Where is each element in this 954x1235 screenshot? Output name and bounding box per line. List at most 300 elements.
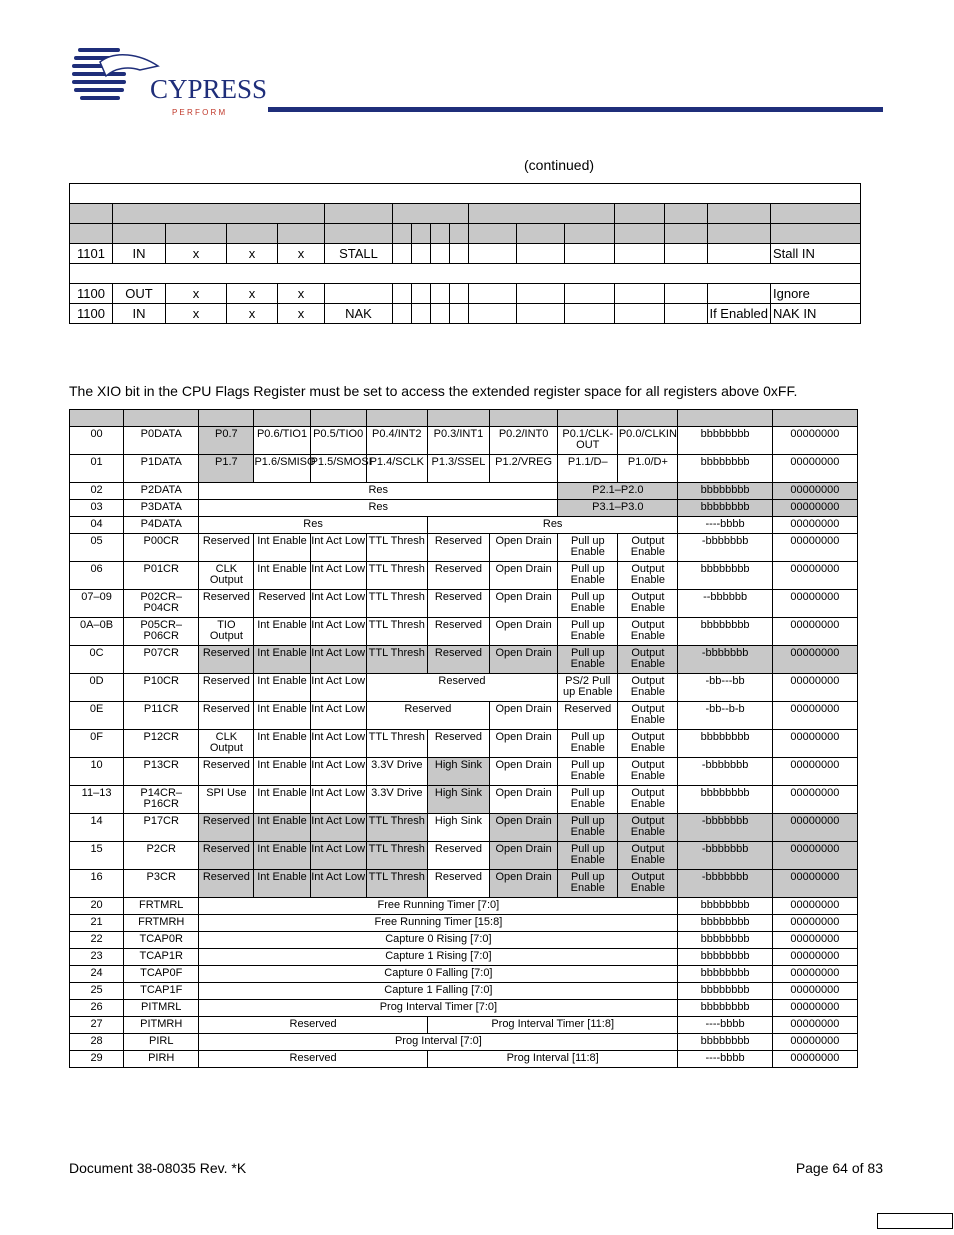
register-access: -bb---bb	[678, 674, 772, 702]
register-name: P3CR	[124, 870, 199, 898]
register-cell: Int Enable	[254, 534, 310, 562]
register-cell: Reserved	[199, 870, 254, 898]
register-cell: PS/2 Pull up Enable	[558, 674, 618, 702]
table1-row	[70, 284, 861, 304]
table1-cell	[431, 244, 450, 264]
register-cell: Int Act Low	[310, 562, 366, 590]
register-cell: Reserved	[366, 702, 489, 730]
table1-cell	[615, 244, 665, 264]
register-cell: Int Enable	[254, 786, 310, 814]
register-cell: Int Act Low	[310, 590, 366, 618]
register-cell: P1.4/SCLK	[366, 455, 427, 483]
register-row	[70, 1051, 858, 1068]
table1-cell	[517, 244, 565, 264]
register-cell: TTL Thresh	[366, 646, 427, 674]
register-cell: TTL Thresh	[366, 534, 427, 562]
register-cell: Reserved	[427, 870, 489, 898]
register-access: -bbbbbbb	[678, 646, 772, 674]
register-name: P14CR–P16CR	[124, 786, 199, 814]
register-row	[70, 842, 858, 870]
register-cell: Int Enable	[254, 702, 310, 730]
register-default: 00000000	[772, 590, 857, 618]
register-address: 0F	[70, 730, 124, 758]
register-cell: Int Enable	[254, 618, 310, 646]
register-name: P05CR–P06CR	[124, 618, 199, 646]
register-cell: Pull up Enable	[558, 562, 618, 590]
register-name: P2CR	[124, 842, 199, 870]
register-name: TCAP1R	[124, 949, 199, 966]
register-address: 21	[70, 915, 124, 932]
register-cell: High Sink	[427, 758, 489, 786]
register-access: bbbbbbbb	[678, 455, 772, 483]
svg-text:CYPRESS: CYPRESS	[150, 74, 268, 104]
register-access: bbbbbbbb	[678, 983, 772, 1000]
register-cell: Reserved	[427, 618, 489, 646]
register-cell: Open Drain	[490, 590, 558, 618]
register-row	[70, 966, 858, 983]
table1-cell	[412, 244, 431, 264]
register-cell: Res	[199, 500, 558, 517]
table1-cell	[615, 304, 665, 324]
register-cell: Capture 1 Falling [7:0]	[199, 983, 678, 1000]
table1-cell: x	[227, 244, 278, 264]
register-cell: Reserved	[199, 702, 254, 730]
table1-cell	[469, 244, 517, 264]
table1-cell	[665, 244, 708, 264]
register-cell: Output Enable	[618, 674, 678, 702]
table1-cell: NAK IN	[771, 304, 861, 324]
register-cell: Pull up Enable	[558, 870, 618, 898]
register-address: 0A–0B	[70, 618, 124, 646]
register-access: bbbbbbbb	[678, 618, 772, 646]
register-cell: TTL Thresh	[366, 562, 427, 590]
register-address: 05	[70, 534, 124, 562]
register-default: 00000000	[772, 758, 857, 786]
register-cell: Prog Interval Timer [11:8]	[427, 1017, 678, 1034]
register-access: bbbbbbbb	[678, 483, 772, 500]
register-default: 00000000	[772, 1051, 857, 1068]
register-default: 00000000	[772, 949, 857, 966]
register-cell: Int Act Low	[310, 674, 366, 702]
register-row	[70, 983, 858, 1000]
register-cell: 3.3V Drive	[366, 758, 427, 786]
table1-title-row	[70, 184, 861, 204]
register-access: bbbbbbbb	[678, 500, 772, 517]
register-access: bbbbbbbb	[678, 932, 772, 949]
register-cell: Prog Interval Timer [7:0]	[199, 1000, 678, 1017]
register-cell: Res	[427, 517, 678, 534]
register-cell: P0.2/INT0	[490, 427, 558, 455]
register-row	[70, 618, 858, 646]
register-cell: Pull up Enable	[558, 758, 618, 786]
register-row	[70, 758, 858, 786]
register-address: 06	[70, 562, 124, 590]
register-cell: Open Drain	[490, 870, 558, 898]
register-name: P1DATA	[124, 455, 199, 483]
register-cell: Output Enable	[618, 702, 678, 730]
svg-text:P E R F O R M: P E R F O R M	[172, 108, 226, 117]
register-cell: Int Enable	[254, 674, 310, 702]
table1-cell	[393, 244, 412, 264]
register-name: P12CR	[124, 730, 199, 758]
continued-label: (continued)	[524, 157, 595, 173]
register-default: 00000000	[772, 1000, 857, 1017]
register-default: 00000000	[772, 562, 857, 590]
register-default: 00000000	[772, 870, 857, 898]
register-default: 00000000	[772, 898, 857, 915]
table1-cell	[412, 284, 431, 304]
register-address: 07–09	[70, 590, 124, 618]
register-cell: Reserved	[366, 674, 557, 702]
register-cell: CLK Output	[199, 730, 254, 758]
register-access: bbbbbbbb	[678, 427, 772, 455]
register-default: 00000000	[772, 618, 857, 646]
register-cell: High Sink	[427, 786, 489, 814]
register-cell: Int Enable	[254, 730, 310, 758]
register-cell: 3.3V Drive	[366, 786, 427, 814]
register-cell: Reserved	[199, 590, 254, 618]
register-address: 00	[70, 427, 124, 455]
register-cell: Int Act Low	[310, 730, 366, 758]
register-cell: Reserved	[199, 842, 254, 870]
register-map-table	[69, 409, 858, 1068]
register-cell: Int Act Low	[310, 702, 366, 730]
page-number: Page 64 of 83	[795, 1160, 883, 1176]
register-name: P13CR	[124, 758, 199, 786]
register-cell: Pull up Enable	[558, 814, 618, 842]
table1-cell: STALL	[325, 244, 393, 264]
register-cell: Pull up Enable	[558, 590, 618, 618]
register-cell: Reserved	[199, 814, 254, 842]
register-default: 00000000	[772, 674, 857, 702]
register-access: -bb--b-b	[678, 702, 772, 730]
usb-mode-table	[69, 183, 861, 324]
register-cell: Output Enable	[618, 814, 678, 842]
register-cell: P0.0/CLKIN	[618, 427, 678, 455]
table1-cell: x	[166, 244, 227, 264]
table1-cell: x	[278, 304, 325, 324]
register-name: P11CR	[124, 702, 199, 730]
register-cell: Open Drain	[490, 534, 558, 562]
register-cell: Pull up Enable	[558, 730, 618, 758]
register-default: 00000000	[772, 517, 857, 534]
register-name: P02CR–P04CR	[124, 590, 199, 618]
register-default: 00000000	[772, 427, 857, 455]
register-cell: P1.3/SSEL	[427, 455, 489, 483]
table1-cell	[665, 284, 708, 304]
register-name: P01CR	[124, 562, 199, 590]
register-cell: Reserved	[254, 590, 310, 618]
register-cell: Open Drain	[490, 814, 558, 842]
register-cell: Pull up Enable	[558, 842, 618, 870]
register-cell: Open Drain	[490, 618, 558, 646]
table1-cell: 1100	[70, 284, 113, 304]
register-cell: Reserved	[427, 730, 489, 758]
register-cell: Open Drain	[490, 786, 558, 814]
table1-cell: IN	[113, 244, 166, 264]
register-cell: Output Enable	[618, 730, 678, 758]
register-cell: Int Act Low	[310, 842, 366, 870]
register-access: --bbbbbb	[678, 590, 772, 618]
document-number: Document 38-08035 Rev. *K	[69, 1160, 247, 1176]
register-address: 03	[70, 500, 124, 517]
register-row	[70, 898, 858, 915]
register-cell: TTL Thresh	[366, 590, 427, 618]
register-cell: Int Enable	[254, 814, 310, 842]
table1-cell	[708, 284, 771, 304]
register-name: PIRL	[124, 1034, 199, 1051]
register-default: 00000000	[772, 1017, 857, 1034]
register-name: P2DATA	[124, 483, 199, 500]
register-cell: P1.6/SMISO	[254, 455, 310, 483]
register-cell: Prog Interval [7:0]	[199, 1034, 678, 1051]
register-cell: Int Enable	[254, 870, 310, 898]
table1-cell: x	[166, 304, 227, 324]
register-cell: Int Act Low	[310, 786, 366, 814]
table1-cell	[393, 304, 412, 324]
table1-section-row	[70, 264, 861, 284]
register-default: 00000000	[772, 730, 857, 758]
register-name: P17CR	[124, 814, 199, 842]
register-cell: P1.1/D–	[558, 455, 618, 483]
register-cell: Open Drain	[490, 842, 558, 870]
register-cell: Int Enable	[254, 562, 310, 590]
register-cell: Int Enable	[254, 758, 310, 786]
register-cell: P1.0/D+	[618, 455, 678, 483]
register-cell: Pull up Enable	[558, 534, 618, 562]
register-row	[70, 590, 858, 618]
register-cell: Reserved	[199, 1017, 428, 1034]
table1-cell	[517, 304, 565, 324]
register-row	[70, 517, 858, 534]
register-cell: Reserved	[199, 1051, 428, 1068]
register-address: 14	[70, 814, 124, 842]
register-access: bbbbbbbb	[678, 898, 772, 915]
table1-cell	[450, 284, 469, 304]
register-row	[70, 932, 858, 949]
table1-cell	[517, 284, 565, 304]
register-cell: Open Drain	[490, 702, 558, 730]
register-name: PITMRH	[124, 1017, 199, 1034]
register-access: -bbbbbbb	[678, 814, 772, 842]
register-address: 22	[70, 932, 124, 949]
register-default: 00000000	[772, 646, 857, 674]
register-row	[70, 674, 858, 702]
table1-cell: If Enabled	[708, 304, 771, 324]
register-cell: P2.1–P2.0	[558, 483, 678, 500]
register-row	[70, 455, 858, 483]
table1-cell	[708, 244, 771, 264]
register-name: FRTMRH	[124, 915, 199, 932]
cypress-logo	[70, 40, 268, 120]
register-name: PITMRL	[124, 1000, 199, 1017]
register-address: 04	[70, 517, 124, 534]
register-access: bbbbbbbb	[678, 1000, 772, 1017]
table1-cell	[412, 304, 431, 324]
register-cell: TTL Thresh	[366, 618, 427, 646]
register-access: bbbbbbbb	[678, 1034, 772, 1051]
register-cell: Output Enable	[618, 590, 678, 618]
register-row	[70, 915, 858, 932]
register-cell: Reserved	[199, 534, 254, 562]
table1-cell	[450, 244, 469, 264]
register-cell: P0.5/TIO0	[310, 427, 366, 455]
register-cell: Output Enable	[618, 646, 678, 674]
table1-cell	[565, 304, 615, 324]
register-cell: Output Enable	[618, 758, 678, 786]
register-row	[70, 870, 858, 898]
register-row	[70, 562, 858, 590]
header-rule	[268, 107, 883, 112]
register-name: TCAP0F	[124, 966, 199, 983]
table1-cell: Stall IN	[771, 244, 861, 264]
register-cell: Reserved	[427, 842, 489, 870]
register-cell: Open Drain	[490, 646, 558, 674]
table1-cell	[665, 304, 708, 324]
register-cell: Output Enable	[618, 786, 678, 814]
register-cell: Output Enable	[618, 534, 678, 562]
register-cell: Capture 1 Rising [7:0]	[199, 949, 678, 966]
register-name: P07CR	[124, 646, 199, 674]
register-row	[70, 483, 858, 500]
register-cell: P0.4/INT2	[366, 427, 427, 455]
register-cell: Open Drain	[490, 730, 558, 758]
register-address: 27	[70, 1017, 124, 1034]
register-access: bbbbbbbb	[678, 730, 772, 758]
register-address: 23	[70, 949, 124, 966]
register-access: bbbbbbbb	[678, 949, 772, 966]
register-row	[70, 427, 858, 455]
table1-row	[70, 304, 861, 324]
register-cell: TTL Thresh	[366, 730, 427, 758]
table1-cell: Ignore	[771, 284, 861, 304]
register-access: bbbbbbbb	[678, 966, 772, 983]
table1-cell	[393, 284, 412, 304]
register-cell: Pull up Enable	[558, 786, 618, 814]
table1-cell: x	[166, 284, 227, 304]
register-address: 28	[70, 1034, 124, 1051]
register-address: 11–13	[70, 786, 124, 814]
register-access: -bbbbbbb	[678, 534, 772, 562]
register-cell: Output Enable	[618, 562, 678, 590]
register-cell: Res	[199, 517, 428, 534]
register-cell: Reserved	[199, 674, 254, 702]
register-default: 00000000	[772, 842, 857, 870]
register-address: 01	[70, 455, 124, 483]
register-cell: TIO Output	[199, 618, 254, 646]
feedback-box[interactable]	[877, 1213, 953, 1229]
register-cell: CLK Output	[199, 562, 254, 590]
register-address: 0D	[70, 674, 124, 702]
register-address: 20	[70, 898, 124, 915]
register-row	[70, 730, 858, 758]
register-cell: Reserved	[558, 702, 618, 730]
register-row	[70, 1000, 858, 1017]
register-cell: TTL Thresh	[366, 814, 427, 842]
table1-cell	[431, 284, 450, 304]
register-address: 0E	[70, 702, 124, 730]
table1-cell: NAK	[325, 304, 393, 324]
register-address: 0C	[70, 646, 124, 674]
table1-cell	[325, 284, 393, 304]
register-row	[70, 1034, 858, 1051]
register-name: P0DATA	[124, 427, 199, 455]
table1-cell	[565, 244, 615, 264]
table1-cell	[565, 284, 615, 304]
register-access: ----bbbb	[678, 517, 772, 534]
register-row	[70, 949, 858, 966]
register-access: ----bbbb	[678, 1017, 772, 1034]
register-default: 00000000	[772, 932, 857, 949]
table1-cell: x	[227, 304, 278, 324]
register-cell: Open Drain	[490, 562, 558, 590]
register-cell: Prog Interval [11:8]	[427, 1051, 678, 1068]
register-cell: P0.3/INT1	[427, 427, 489, 455]
register-row	[70, 534, 858, 562]
register-row	[70, 1017, 858, 1034]
register-default: 00000000	[772, 1034, 857, 1051]
table1-cell	[431, 304, 450, 324]
register-default: 00000000	[772, 455, 857, 483]
register-cell: Pull up Enable	[558, 646, 618, 674]
register-default: 00000000	[772, 966, 857, 983]
register-cell: Capture 0 Falling [7:0]	[199, 966, 678, 983]
register-default: 00000000	[772, 786, 857, 814]
register-access: -bbbbbbb	[678, 842, 772, 870]
register-cell: Res	[199, 483, 558, 500]
register-cell: Open Drain	[490, 758, 558, 786]
register-cell: Output Enable	[618, 842, 678, 870]
register-cell: Output Enable	[618, 870, 678, 898]
table1-cell: x	[278, 284, 325, 304]
register-cell: Free Running Timer [7:0]	[199, 898, 678, 915]
register-cell: Int Act Low	[310, 646, 366, 674]
register-default: 00000000	[772, 915, 857, 932]
register-name: FRTMRL	[124, 898, 199, 915]
register-cell: SPI Use	[199, 786, 254, 814]
register-access: -bbbbbbb	[678, 870, 772, 898]
register-cell: P0.1/CLK-OUT	[558, 427, 618, 455]
table1-cell	[469, 284, 517, 304]
register-default: 00000000	[772, 702, 857, 730]
register-cell: Reserved	[427, 590, 489, 618]
table1-cell: IN	[113, 304, 166, 324]
register-name: TCAP1F	[124, 983, 199, 1000]
register-name: TCAP0R	[124, 932, 199, 949]
register-cell: Int Enable	[254, 646, 310, 674]
register-row	[70, 786, 858, 814]
register-address: 10	[70, 758, 124, 786]
register-name: P10CR	[124, 674, 199, 702]
register-address: 29	[70, 1051, 124, 1068]
register-cell: Reserved	[427, 562, 489, 590]
register-cell: P1.2/VREG	[490, 455, 558, 483]
register-row	[70, 646, 858, 674]
register-cell: Free Running Timer [15:8]	[199, 915, 678, 932]
register-address: 26	[70, 1000, 124, 1017]
table1-row	[70, 244, 861, 264]
table1-cell: OUT	[113, 284, 166, 304]
xio-note: The XIO bit in the CPU Flags Register must be set to access the extended register space for all registers above 0xFF.	[69, 383, 798, 399]
register-cell: Int Act Low	[310, 618, 366, 646]
register-cell: P0.7	[199, 427, 254, 455]
register-address: 25	[70, 983, 124, 1000]
register-cell: Capture 0 Rising [7:0]	[199, 932, 678, 949]
register-access: bbbbbbbb	[678, 915, 772, 932]
register-default: 00000000	[772, 534, 857, 562]
register-cell: Pull up Enable	[558, 618, 618, 646]
register-default: 00000000	[772, 814, 857, 842]
